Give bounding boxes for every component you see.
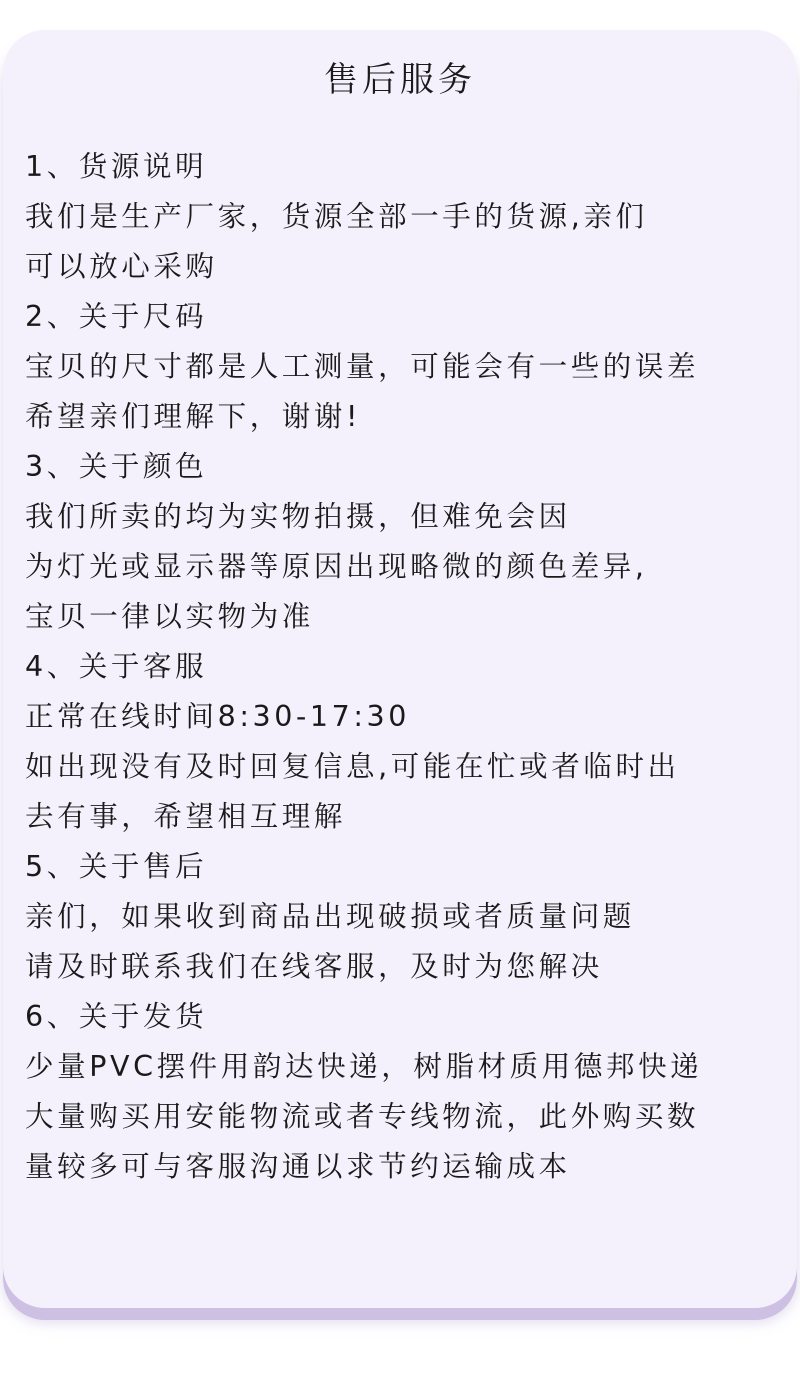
- text-line: 请及时联系我们在线客服，及时为您解决: [25, 950, 603, 983]
- text-line: 去有事，希望相互理解: [25, 800, 347, 833]
- text-line: 为灯光或显示器等原因出现略微的颜色差异,: [25, 550, 648, 583]
- text-line: 希望亲们理解下，谢谢!: [25, 400, 362, 433]
- section-heading-after-sales: 5、关于售后: [25, 850, 208, 883]
- section-heading-shipping: 6、关于发货: [25, 1000, 208, 1033]
- text-line: 如出现没有及时回复信息,可能在忙或者临时出: [25, 750, 680, 783]
- section-heading-size: 2、关于尺码: [25, 300, 208, 333]
- section-heading-source: 1、货源说明: [25, 150, 208, 183]
- text-line: 我们是生产厂家，货源全部一手的货源,亲们: [25, 200, 648, 233]
- text-line: 正常在线时间8:30-17:30: [25, 700, 411, 733]
- after-sales-card: [3, 30, 797, 1308]
- text-line: 宝贝一律以实物为准: [25, 600, 314, 633]
- text-line: 宝贝的尺寸都是人工测量，可能会有一些的误差: [25, 350, 700, 383]
- page-title: 售后服务: [324, 60, 476, 100]
- text-line: 量较多可与客服沟通以求节约运输成本: [25, 1150, 571, 1183]
- text-line: 我们所卖的均为实物拍摄，但难免会因: [25, 500, 571, 533]
- text-line: 可以放心采购: [25, 250, 218, 283]
- section-heading-color: 3、关于颜色: [25, 450, 208, 483]
- text-line: 亲们，如果收到商品出现破损或者质量问题: [25, 900, 635, 933]
- section-heading-customer-service: 4、关于客服: [25, 650, 208, 683]
- text-line: 少量PVC摆件用韵达快递，树脂材质用德邦快递: [25, 1050, 703, 1083]
- after-sales-content: [25, 142, 795, 1192]
- text-line: 大量购买用安能物流或者专线物流，此外购买数: [25, 1100, 700, 1133]
